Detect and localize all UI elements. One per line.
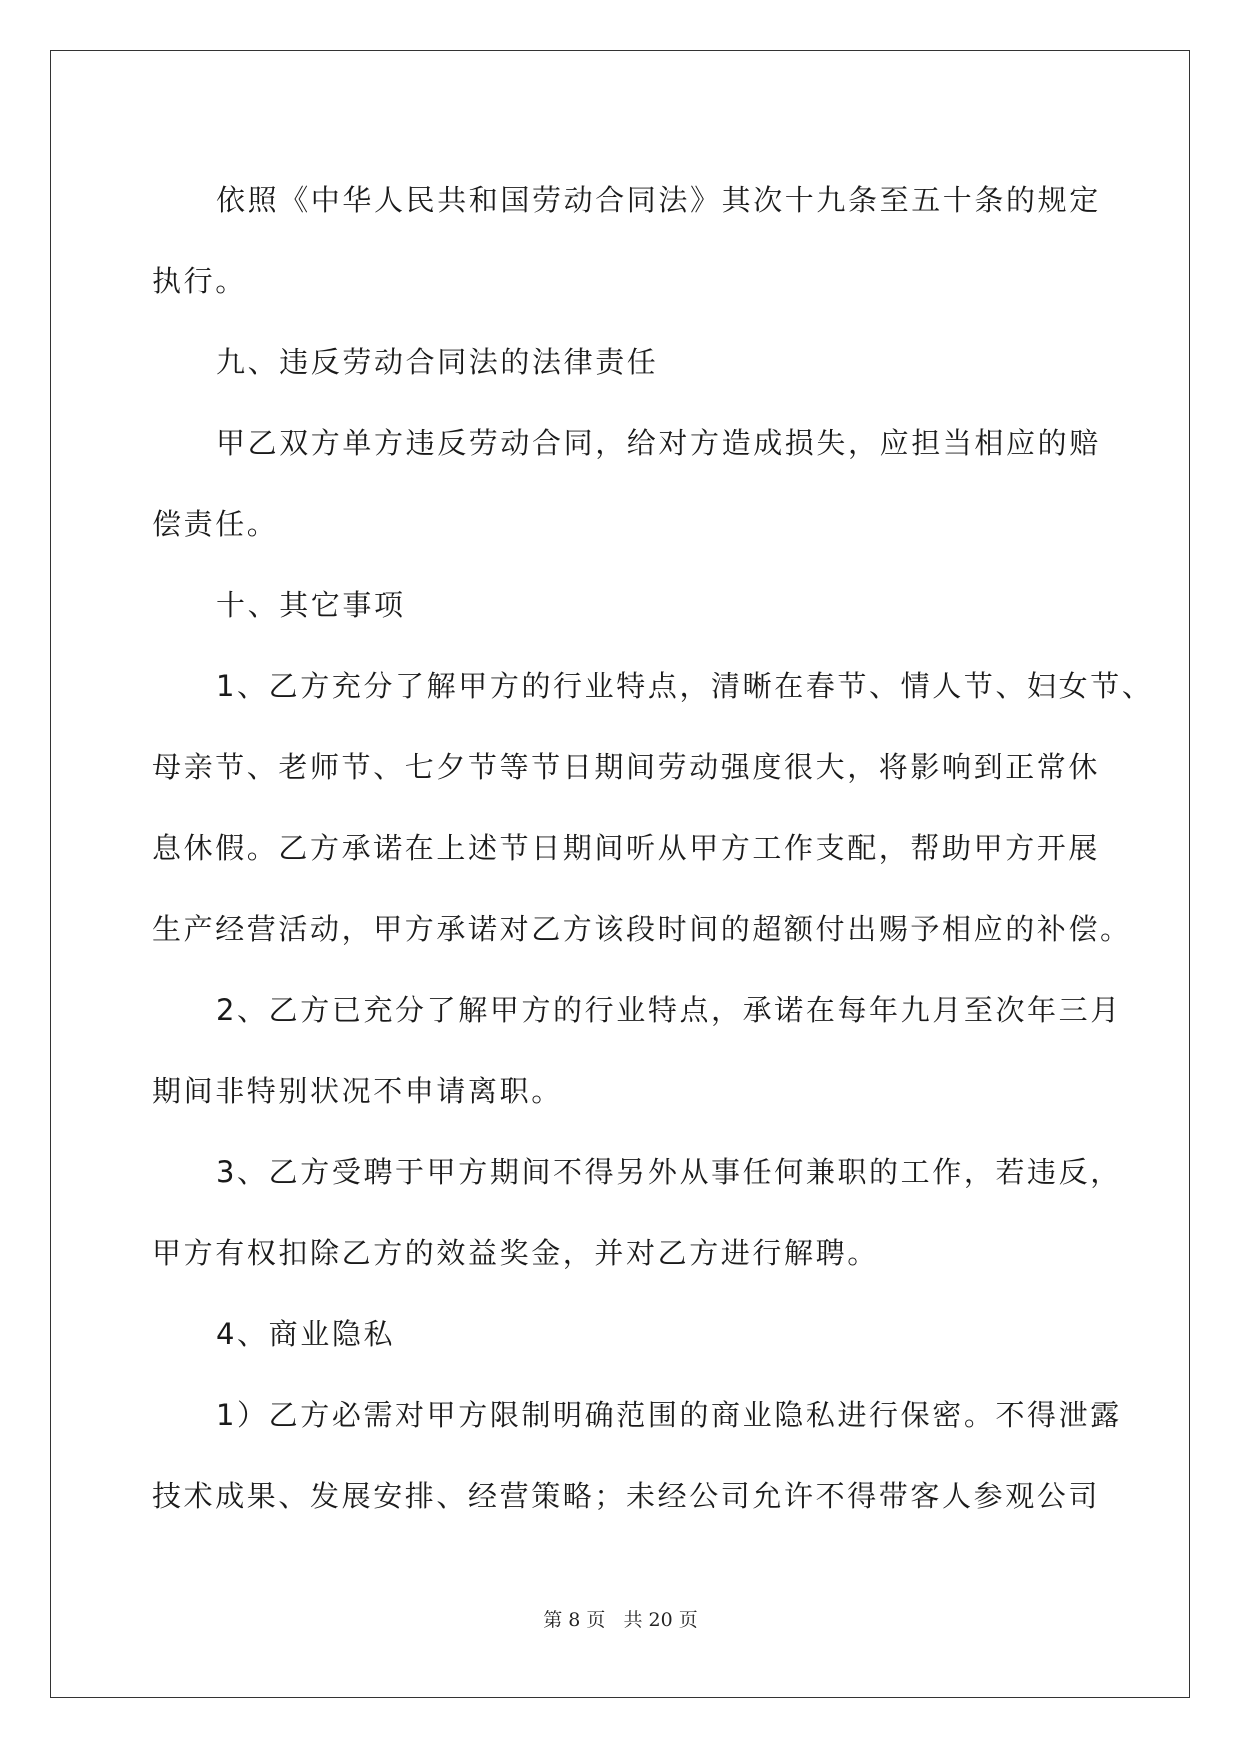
text-line: 偿责任。 [152,507,279,541]
text-line: 2、乙方已充分了解甲方的行业特点，承诺在每年九月至次年三月 [216,993,1122,1027]
section-heading: 十、其它事项 [216,588,406,622]
text-line: 甲方有权扣除乙方的效益奖金，并对乙方进行解聘。 [152,1236,879,1270]
text-line: 3、乙方受聘于甲方期间不得另外从事任何兼职的工作，若违反， [216,1155,1122,1189]
text-line: 母亲节、老师节、七夕节等节日期间劳动强度很大，将影响到正常休 [152,750,1101,784]
text-line: 1、乙方充分了解甲方的行业特点，清晰在春节、情人节、妇女节、 [216,669,1154,703]
page-number: 第 8 页 [543,1609,606,1631]
text-line: 期间非特别状况不申请离职。 [152,1074,563,1108]
text-line: 技术成果、发展安排、经营策略；未经公司允许不得带客人参观公司 [152,1479,1101,1513]
section-heading: 九、违反劳动合同法的法律责任 [216,345,659,379]
text-line: 生产经营活动，甲方承诺对乙方该段时间的超额付出赐予相应的补偿。 [152,912,1132,946]
document-body [152,160,1154,1537]
text-line: 1）乙方必需对甲方限制明确范围的商业隐私进行保密。不得泄露 [216,1398,1122,1432]
text-line: 息休假。乙方承诺在上述节日期间听从甲方工作支配，帮助甲方开展 [152,831,1101,865]
text-line: 甲乙双方单方违反劳动合同，给对方造成损失，应担当相应的赔 [216,426,1101,460]
text-line: 依照《中华人民共和国劳动合同法》其次十九条至五十条的规定 [216,183,1101,217]
body-text [152,160,1154,1537]
text-line: 执行。 [152,264,247,298]
page-total: 共 20 页 [623,1609,698,1631]
section-heading: 4、商业隐私 [216,1317,396,1351]
page-footer [0,1605,1241,1632]
